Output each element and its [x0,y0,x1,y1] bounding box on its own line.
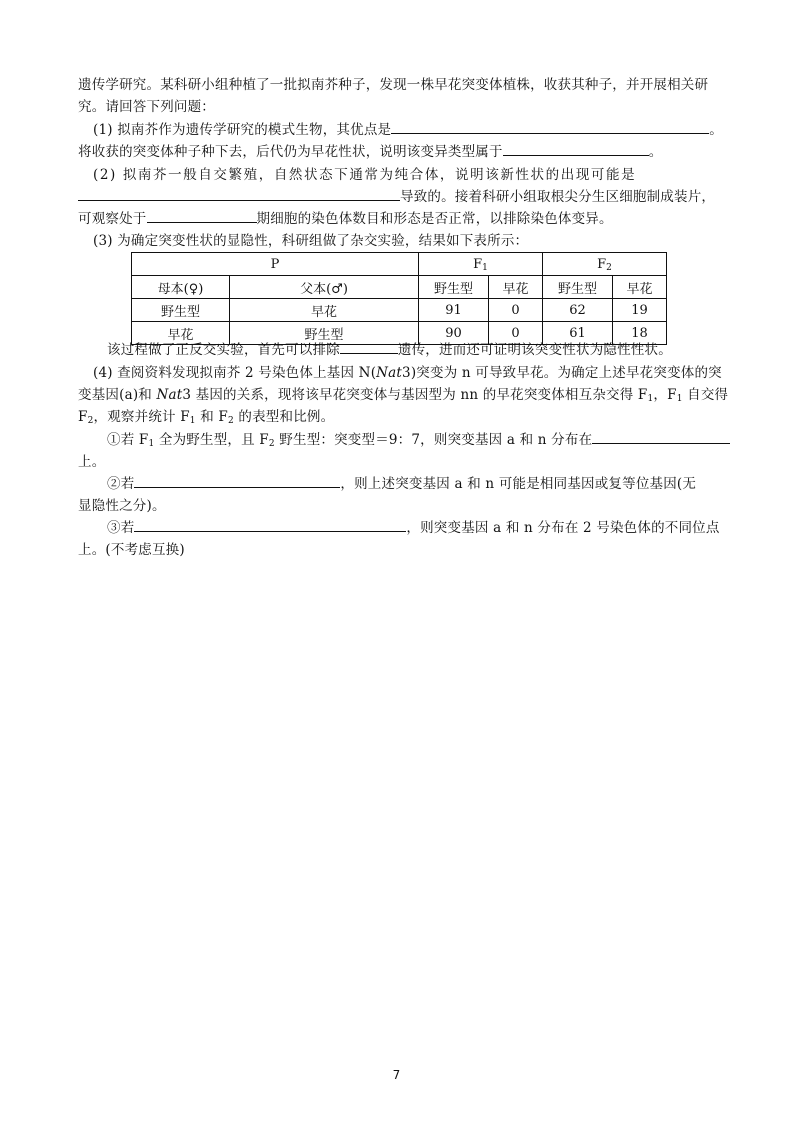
table-cell: 0 [489,299,543,322]
q4-line-2: 变基因(a)和 Nat3 基因的关系，现将该早花突变体与基因型为 nn 的早花突变体相互杂交得 $F_1$，$F_1$ 自交得 [78,387,729,404]
hybridization-table [131,252,667,345]
q2-answer-blank-2[interactable] [147,208,257,223]
q4-sub2-line-1: ②若 ，则上述突变基因 a 和 n 可能是相同基因或复等位基因(无 [107,473,747,495]
q3-answer-blank[interactable] [340,339,398,354]
q4-answer-blank-3[interactable] [134,517,406,532]
q1-answer-blank-1[interactable] [391,119,709,134]
table-header-cell: 野生型 [419,276,489,299]
page-number: 7 [392,1068,401,1082]
table-header-cell: 母本(♀) [132,276,230,299]
q3-line-2: 该过程做了正反交实验，首先可以排除 遗传，进而还可证明该突变性状为隐性性状。 [107,339,747,361]
table-header-cell: 野生型 [543,276,613,299]
table-header-row-2 [132,276,667,299]
table-header-row-1 [132,253,667,276]
q4-sub2-line-2: 显隐性之分)。 [78,498,166,514]
q4-sub1-line-2: 上。 [78,454,106,470]
intro-line-2: 究。请回答下列问题： [78,99,215,115]
q2-answer-blank-1[interactable] [78,186,400,201]
q2-line-1: (2) 拟南芥一般自交繁殖，自然状态下通常为纯合体，说明该新性状的出现可能是 [93,167,637,183]
table-header-f1: $F_1$ [419,253,543,276]
table-cell: 早花 [230,299,419,322]
table-header-cell: 早花 [489,276,543,299]
q2-line-2: 导致的。接着科研小组取根尖分生区细胞制成装片， [78,186,718,208]
q4-line-3: $F_2$，观察并统计 $F_1$ 和 $F_2$ 的表型和比例。 [78,409,335,426]
q4-line-1: (4) 查阅资料发现拟南芥 2 号染色体上基因 N(Nat3)突变为 n 可导致早花。为确定上述早花突变体的突 [93,365,722,381]
q1-line-2: 将收获的突变体种子种下去，后代仍为早花性状，说明该变异类型属于 。 [78,141,718,163]
q1-line-1: (1) 拟南芥作为遗传学研究的模式生物，其优点是 。 [93,119,733,141]
table-cell: 62 [543,299,613,322]
intro-line-1: 遗传学研究。某科研小组种植了一批拟南芥种子，发现一株早花突变体植株，收获其种子，并开展相关研 [78,77,709,93]
q4-sub3-line-1: ③若 ，则突变基因 a 和 n 分布在 2 号染色体的不同位点 [107,517,747,539]
q4-answer-blank-2[interactable] [134,473,340,488]
q3-line-1: (3) 为确定突变性状的显隐性，科研组做了杂交实验，结果如下表所示： [93,233,529,249]
table-cell: 90 [419,322,489,345]
q4-answer-blank-1[interactable] [592,429,730,444]
table-header-p: P [132,253,419,276]
q4-sub3-line-2: 上。(不考虑互换) [78,542,185,558]
q4-sub1-line-1: ①若 $F_1$ 全为野生型，且 $F_2$ 野生型：突变型＝9：7，则突变基因 a 和 n 分布在 [107,429,747,451]
table-cell: 91 [419,299,489,322]
table-header-cell: 父本(♂) [230,276,419,299]
table-cell: 野生型 [132,299,230,322]
table-cell: 19 [613,299,667,322]
table-cell: 18 [613,322,667,345]
table-cell: 61 [543,322,613,345]
table-cell: 0 [489,322,543,345]
table-cell: 早花 [132,322,230,345]
q1-answer-blank-2[interactable] [503,141,649,156]
table-cell: 野生型 [230,322,419,345]
table-row [132,299,667,322]
q2-line-3: 可观察处于 期细胞的染色体数目和形态是否正常，以排除染色体变异。 [78,208,718,230]
table-header-f2: $F_2$ [543,253,667,276]
table-header-cell: 早花 [613,276,667,299]
